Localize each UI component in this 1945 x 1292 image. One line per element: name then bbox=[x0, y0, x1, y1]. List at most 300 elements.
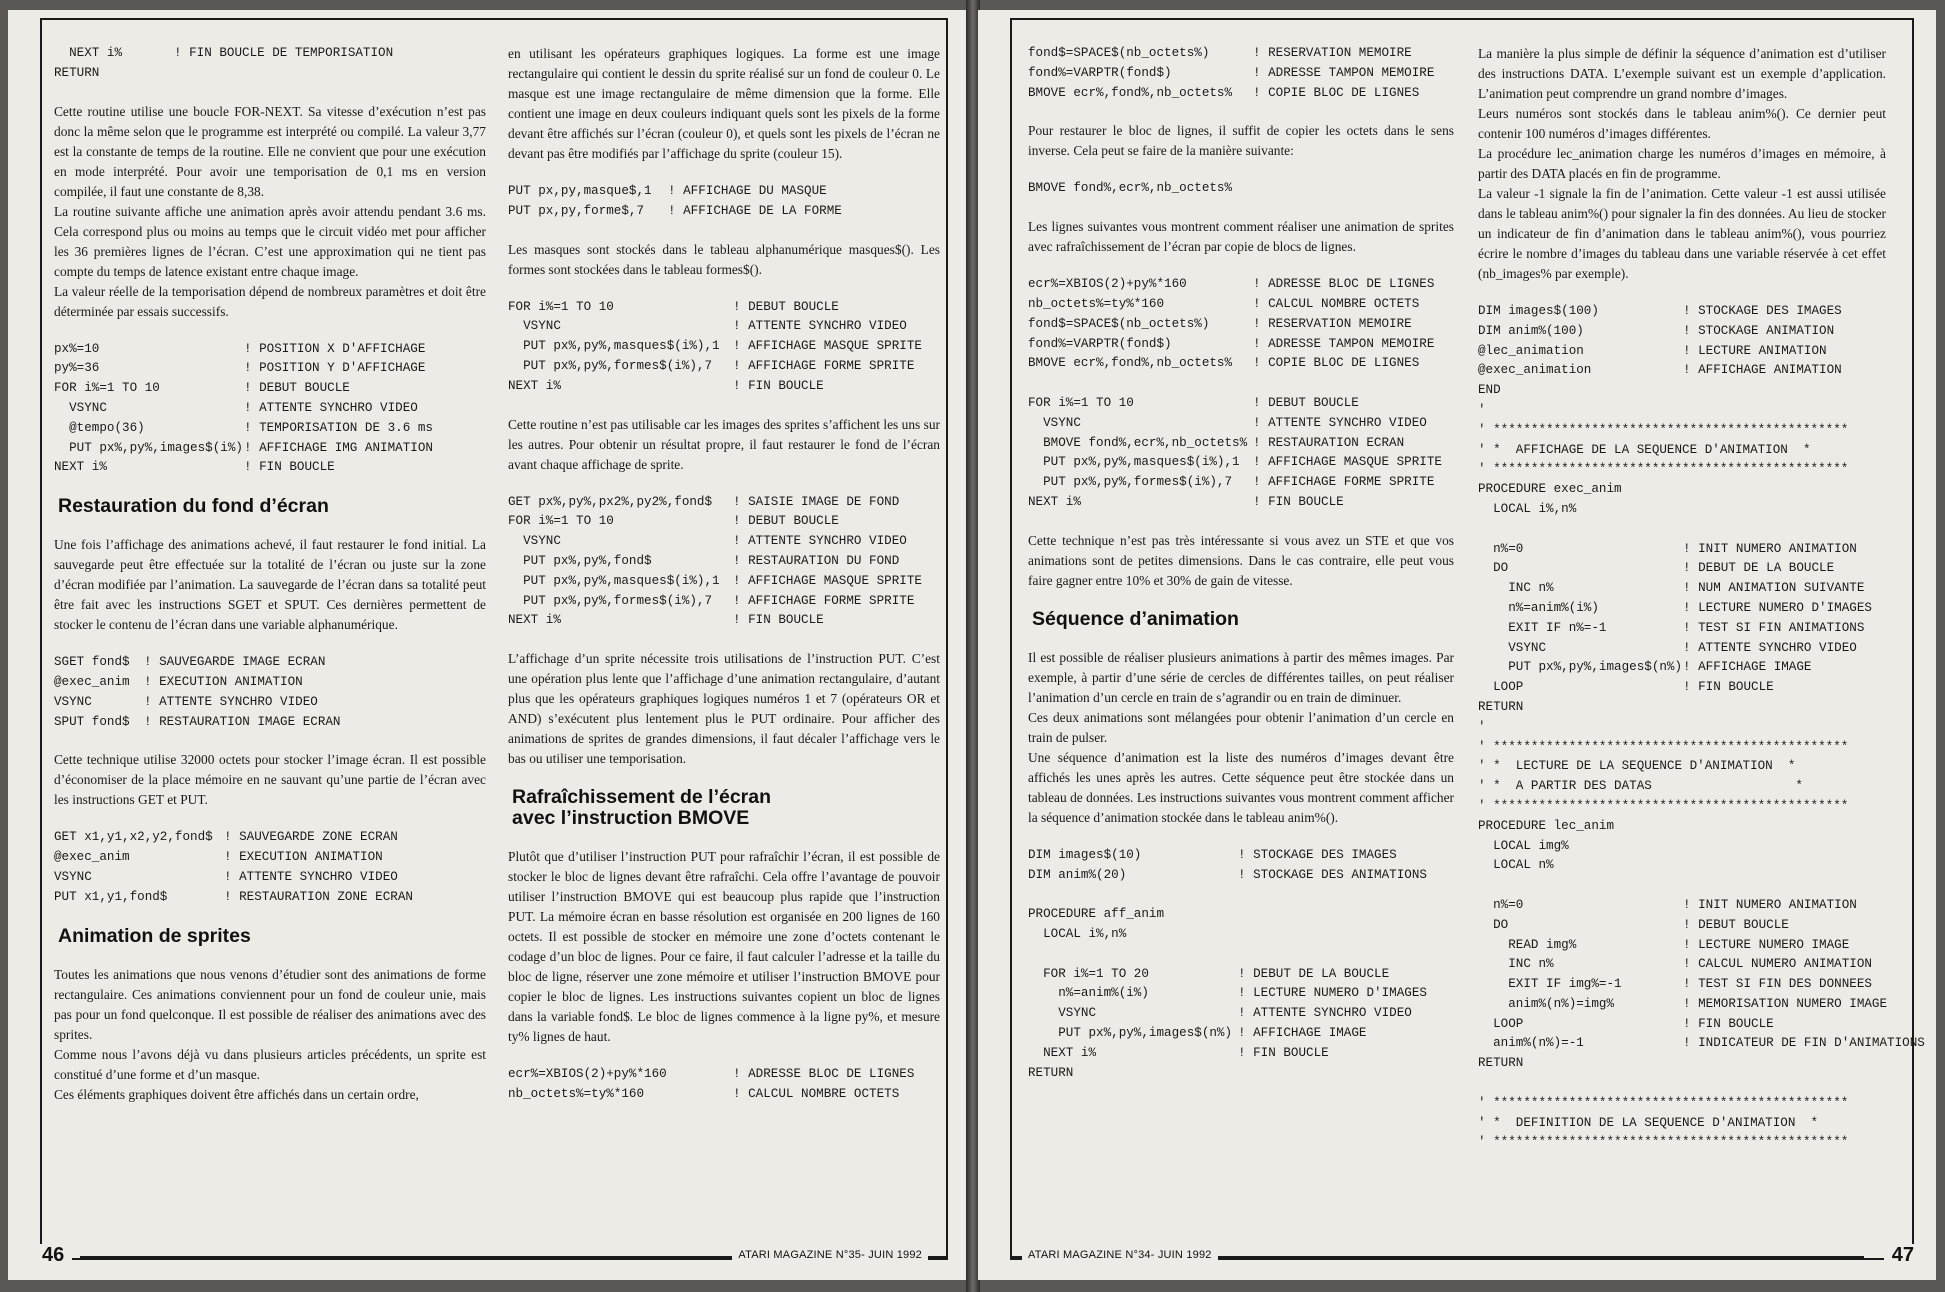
code-line bbox=[1028, 414, 1454, 434]
code-comment: ! RESERVATION MEMOIRE bbox=[1253, 46, 1412, 60]
code-line bbox=[1028, 925, 1454, 945]
code-line bbox=[1478, 995, 1886, 1015]
code-comment: ! AFFICHAGE ANIMATION bbox=[1683, 363, 1842, 378]
code-statement: PROCEDURE aff_anim bbox=[1028, 907, 1165, 922]
code-statement: px%=10 bbox=[54, 341, 100, 356]
code-line bbox=[54, 379, 486, 399]
code-line bbox=[1478, 619, 1886, 639]
code-comment: ! TEST SI FIN DES DONNEES bbox=[1683, 977, 1872, 992]
code-line bbox=[54, 419, 486, 439]
code-line bbox=[1028, 1044, 1454, 1064]
text-column bbox=[508, 44, 940, 1123]
code-statement: PUT px,py,forme$,7 bbox=[508, 203, 645, 218]
code-listing bbox=[1028, 44, 1454, 103]
code-comment: ! DEBUT DE LA BOUCLE bbox=[1238, 966, 1390, 981]
code-comment: ! INDICATEUR DE FIN D'ANIMATIONS bbox=[1683, 1036, 1925, 1051]
code-statement: PUT x1,y1,fond$ bbox=[54, 889, 168, 904]
code-line bbox=[1028, 434, 1454, 454]
code-statement: GET px%,py%,px2%,py2%,fond$ bbox=[508, 494, 713, 509]
code-comment: ! AFFICHAGE IMG ANIMATION bbox=[244, 440, 433, 455]
code-statement: BMOVE fond%,ecr%,nb_octets% bbox=[1028, 435, 1248, 450]
code-comment: ! FIN BOUCLE DE TEMPORISATION bbox=[174, 46, 394, 60]
code-comment: ! TEMPORISATION DE 3.6 ms bbox=[244, 420, 433, 435]
code-statement: PUT px,py,masque$,1 bbox=[508, 184, 652, 198]
code-comment: ! AFFICHAGE DE LA FORME bbox=[668, 203, 842, 218]
code-comment: ! EXECUTION ANIMATION bbox=[144, 674, 303, 689]
code-listing bbox=[1028, 846, 1454, 1084]
code-statement: VSYNC bbox=[1028, 1006, 1097, 1021]
code-comment: ! FIN BOUCLE bbox=[733, 378, 824, 393]
code-line bbox=[54, 458, 486, 478]
code-line bbox=[508, 298, 940, 318]
paragraph: Les lignes suivantes vous montrent comment réaliser une animation de sprites avec rafraîchissement de l’écran par copie de blocs de lignes. bbox=[1028, 219, 1454, 255]
code-statement: FOR i%=1 TO 20 bbox=[1028, 966, 1149, 981]
code-statement: LOCAL n% bbox=[1478, 858, 1554, 873]
code-statement: NEXT i% bbox=[508, 378, 561, 393]
code-comment: ! LECTURE NUMERO D'IMAGES bbox=[1238, 986, 1427, 1001]
code-comment: ! POSITION Y D'AFFICHAGE bbox=[244, 361, 426, 376]
code-comment: ! ATTENTE SYNCHRO VIDEO bbox=[733, 319, 907, 334]
code-statement: PUT px%,py%,images$(n%) bbox=[1028, 1025, 1233, 1040]
code-statement: NEXT i% bbox=[1028, 494, 1081, 509]
code-statement: LOCAL i%,n% bbox=[1028, 926, 1127, 941]
code-line bbox=[1028, 885, 1454, 905]
code-comment: ! FIN BOUCLE bbox=[1683, 680, 1774, 695]
code-listing bbox=[508, 182, 940, 222]
code-statement: fond%=VARPTR(fond$) bbox=[1028, 336, 1172, 351]
code-statement: DIM images$(100) bbox=[1478, 304, 1599, 318]
code-line bbox=[1478, 460, 1886, 480]
code-line bbox=[508, 532, 940, 552]
code-line bbox=[1478, 401, 1886, 421]
code-line bbox=[1478, 302, 1886, 322]
code-line bbox=[1028, 1004, 1454, 1024]
code-statement: ' * LECTURE DE LA SEQUENCE D'ANIMATION * bbox=[1478, 759, 1796, 774]
code-comment: ! DEBUT DE LA BOUCLE bbox=[1683, 561, 1835, 576]
code-statement: VSYNC bbox=[1028, 415, 1081, 430]
code-listing bbox=[54, 340, 486, 479]
code-statement: ' * DEFINITION DE LA SEQUENCE D'ANIMATION * bbox=[1478, 1115, 1819, 1130]
code-statement: FOR i%=1 TO 10 bbox=[54, 381, 160, 396]
code-statement: PUT px%,py%,masques$(i%),1 bbox=[508, 573, 720, 588]
code-comment: ! FIN BOUCLE bbox=[733, 613, 824, 628]
code-comment: ! STOCKAGE DES ANIMATIONS bbox=[1238, 867, 1427, 882]
code-line bbox=[1028, 453, 1454, 473]
code-statement: LOOP bbox=[1478, 1016, 1524, 1031]
code-comment: ! FIN BOUCLE bbox=[1238, 1045, 1329, 1060]
code-comment: ! INIT NUMERO ANIMATION bbox=[1683, 541, 1857, 556]
code-statement: VSYNC bbox=[508, 319, 561, 334]
code-line bbox=[508, 202, 940, 222]
code-comment: ! RESERVATION MEMOIRE bbox=[1253, 316, 1412, 331]
code-line bbox=[1478, 856, 1886, 876]
code-line bbox=[1028, 84, 1454, 104]
code-line bbox=[1478, 1094, 1886, 1114]
code-statement: fond%=VARPTR(fond$) bbox=[1028, 65, 1172, 80]
code-listing bbox=[54, 828, 486, 907]
code-statement: PUT px%,py%,formes$(i%),7 bbox=[1028, 475, 1233, 490]
code-line bbox=[1028, 473, 1454, 493]
paragraph: Une fois l’affichage des animations achevé, il faut restaurer le fond initial. La sauvegarde peut être effectuée sur la totalité de l’écran ou juste sur la zone d’écran modifiée par l’animation. La sauvegarde de l’écran dans sa totalité peut être fait avec les instructions SGET et SPUT. Ces dernières permettent de stocker le contenu de l’écran dans une variable alphanumérique. bbox=[54, 537, 486, 633]
code-comment: ! COPIE BLOC DE LIGNES bbox=[1253, 85, 1420, 100]
code-comment: ! RESTAURATION ZONE ECRAN bbox=[224, 889, 413, 904]
section-heading: Restauration du fond d’écran bbox=[58, 495, 329, 518]
code-comment: ! ADRESSE BLOC DE LIGNES bbox=[733, 1067, 915, 1082]
code-statement: ' bbox=[1478, 402, 1486, 417]
code-line bbox=[1028, 965, 1454, 985]
code-statement: NEXT i% bbox=[508, 613, 561, 628]
code-statement: INC n% bbox=[1478, 957, 1554, 972]
code-statement: ' *********************************************** bbox=[1478, 422, 1849, 437]
code-line bbox=[54, 64, 486, 84]
code-comment: ! CALCUL NUMERO ANIMATION bbox=[1683, 957, 1872, 972]
code-statement: @exec_anim bbox=[54, 674, 130, 689]
code-line bbox=[1028, 64, 1454, 84]
section-heading: Séquence d’animation bbox=[1032, 607, 1239, 630]
code-statement: NEXT i% bbox=[54, 460, 107, 475]
code-line bbox=[1478, 936, 1886, 956]
code-comment: ! RESTAURATION DU FOND bbox=[733, 553, 900, 568]
code-line bbox=[1028, 315, 1454, 335]
paragraph: Pour restaurer le bloc de lignes, il suffit de copier les octets dans le sens inverse. Cela peut se faire de la manière suivante: bbox=[1028, 123, 1454, 159]
code-line bbox=[1028, 1024, 1454, 1044]
code-comment: ! FIN BOUCLE bbox=[1683, 1016, 1774, 1031]
paragraph: Cette routine n’est pas utilisable car les images des sprites s’affichent les uns sur les autres. Pour obtenir un résultat propre, il faut restaurer le fond de l’écran avant chaque affichage de sprite. bbox=[508, 416, 940, 472]
code-line bbox=[1478, 916, 1886, 936]
code-comment: ! ADRESSE BLOC DE LIGNES bbox=[1253, 277, 1435, 292]
code-comment: ! ATTENTE SYNCHRO VIDEO bbox=[1683, 640, 1857, 655]
code-comment: ! DEBUT BOUCLE bbox=[1253, 395, 1359, 410]
code-comment: ! AFFICHAGE FORME SPRITE bbox=[733, 358, 915, 373]
code-line bbox=[54, 653, 486, 673]
code-line bbox=[508, 337, 940, 357]
code-line bbox=[1478, 876, 1886, 896]
code-statement: ' * AFFICHAGE DE LA SEQUENCE D'ANIMATION * bbox=[1478, 442, 1811, 457]
code-statement: fond$=SPACE$(nb_octets%) bbox=[1028, 46, 1210, 60]
code-statement: n%=0 bbox=[1478, 541, 1524, 556]
code-listing bbox=[508, 493, 940, 632]
code-line bbox=[1028, 374, 1454, 394]
code-line bbox=[1478, 1034, 1925, 1054]
code-statement: ' *********************************************** bbox=[1478, 1135, 1849, 1150]
code-line bbox=[1478, 1015, 1886, 1035]
code-comment: ! STOCKAGE DES IMAGES bbox=[1238, 847, 1397, 862]
code-statement: PUT px%,py%,formes$(i%),7 bbox=[508, 358, 713, 373]
code-line bbox=[1478, 361, 1886, 381]
code-statement: END bbox=[1478, 383, 1501, 398]
code-line bbox=[508, 572, 940, 592]
code-line bbox=[54, 359, 486, 379]
code-line bbox=[1478, 698, 1886, 718]
code-statement: SGET fond$ bbox=[54, 655, 130, 670]
page-number: 46 bbox=[34, 1244, 72, 1267]
code-statement: PUT px%,py%,formes$(i%),7 bbox=[508, 593, 713, 608]
code-comment: ! INIT NUMERO ANIMATION bbox=[1683, 897, 1857, 912]
code-comment: ! DEBUT BOUCLE bbox=[733, 299, 839, 314]
code-line bbox=[1478, 955, 1886, 975]
code-line bbox=[1478, 559, 1886, 579]
code-line bbox=[1478, 797, 1886, 817]
code-line bbox=[1028, 394, 1454, 414]
code-statement: ' *********************************************** bbox=[1478, 739, 1849, 754]
code-line bbox=[1478, 480, 1886, 500]
code-line bbox=[1478, 322, 1886, 342]
code-line bbox=[1478, 1074, 1886, 1094]
code-statement: RETURN bbox=[1028, 1065, 1074, 1080]
code-comment: ! AFFICHAGE IMAGE bbox=[1238, 1025, 1367, 1040]
code-statement: PUT px%,py%,masques$(i%),1 bbox=[508, 339, 720, 354]
code-statement: FOR i%=1 TO 10 bbox=[508, 299, 614, 314]
code-statement: VSYNC bbox=[54, 400, 107, 415]
code-line bbox=[1028, 275, 1454, 295]
code-line bbox=[508, 552, 940, 572]
code-statement: @lec_animation bbox=[1478, 343, 1584, 358]
code-line bbox=[1478, 896, 1886, 916]
code-line bbox=[1478, 579, 1886, 599]
paragraph: L’affichage d’un sprite nécessite trois utilisations de l’instruction PUT. C’est une opération plus lente que l’affichage d’une animation rectangulaire, d’autant plus que les opérateurs graphiques logiques numéros 1 et 7 (opérateurs OR et AND) s’exécutent plus lentement plus le PUT ordinaire. Pour afficher des animations de sprites de grandes dimensions, il faut décaler l’affichage vers le bas ou utiliser une temporisation. bbox=[508, 651, 940, 767]
code-comment: ! AFFICHAGE FORME SPRITE bbox=[1253, 475, 1435, 490]
code-line bbox=[508, 592, 940, 612]
code-comment: ! SAUVEGARDE ZONE ECRAN bbox=[224, 830, 398, 845]
code-line bbox=[1028, 44, 1454, 64]
code-statement: nb_octets%=ty%*160 bbox=[1028, 296, 1165, 311]
code-line bbox=[1478, 1054, 1886, 1074]
code-statement: @exec_anim bbox=[54, 850, 130, 865]
code-statement: n%=anim%(i%) bbox=[1478, 600, 1599, 615]
code-line bbox=[508, 1085, 940, 1105]
code-comment: ! DEBUT BOUCLE bbox=[733, 514, 839, 529]
code-line bbox=[1478, 738, 1886, 758]
code-line bbox=[508, 512, 940, 532]
text-column bbox=[1028, 44, 1454, 1101]
code-comment: ! ATTENTE SYNCHRO VIDEO bbox=[224, 869, 398, 884]
code-statement: GET x1,y1,x2,y2,fond$ bbox=[54, 830, 213, 845]
code-listing bbox=[1028, 275, 1454, 513]
code-statement: LOOP bbox=[1478, 680, 1524, 695]
code-statement: PUT px%,py%,images$(i%) bbox=[54, 440, 243, 455]
code-comment: ! ATTENTE SYNCHRO VIDEO bbox=[1253, 415, 1427, 430]
code-comment: ! ATTENTE SYNCHRO VIDEO bbox=[144, 694, 318, 709]
code-statement: @exec_animation bbox=[1478, 363, 1592, 378]
code-statement: VSYNC bbox=[508, 534, 561, 549]
code-line bbox=[1028, 295, 1454, 315]
code-statement: py%=36 bbox=[54, 361, 100, 376]
code-comment: ! CALCUL NOMBRE OCTETS bbox=[1253, 296, 1420, 311]
code-line bbox=[54, 828, 486, 848]
code-line bbox=[1478, 718, 1886, 738]
code-comment: ! EXECUTION ANIMATION bbox=[224, 850, 383, 865]
code-line bbox=[1478, 837, 1886, 857]
page-footer bbox=[1010, 1246, 1914, 1266]
page-footer bbox=[40, 1246, 948, 1266]
code-statement: BMOVE fond%,ecr%,nb_octets% bbox=[1028, 181, 1233, 196]
code-statement: VSYNC bbox=[54, 694, 92, 709]
code-line bbox=[1028, 1064, 1454, 1084]
code-line bbox=[508, 317, 940, 337]
code-listing bbox=[1028, 179, 1454, 199]
code-line bbox=[54, 44, 486, 64]
code-statement: PUT px%,py%,masques$(i%),1 bbox=[1028, 455, 1240, 470]
code-listing bbox=[508, 1065, 940, 1105]
code-line bbox=[508, 182, 940, 202]
code-line bbox=[1028, 846, 1454, 866]
code-comment: ! SAISIE IMAGE DE FOND bbox=[733, 494, 900, 509]
code-line bbox=[1478, 1114, 1886, 1134]
left-page bbox=[8, 10, 968, 1280]
code-comment: ! LECTURE NUMERO IMAGE bbox=[1683, 937, 1850, 952]
code-line bbox=[1478, 757, 1886, 777]
code-comment: ! LECTURE ANIMATION bbox=[1683, 343, 1827, 358]
code-comment: ! FIN BOUCLE bbox=[244, 460, 335, 475]
page-number: 47 bbox=[1884, 1244, 1922, 1267]
code-comment: ! CALCUL NOMBRE OCTETS bbox=[733, 1086, 900, 1101]
section-heading: Animation de sprites bbox=[58, 924, 251, 947]
code-statement: @tempo(36) bbox=[54, 420, 145, 435]
code-statement: ' *********************************************** bbox=[1478, 462, 1849, 477]
code-line bbox=[1478, 777, 1886, 797]
code-statement: VSYNC bbox=[54, 869, 92, 884]
code-statement: DIM anim%(20) bbox=[1028, 867, 1127, 882]
code-line bbox=[1478, 520, 1886, 540]
code-statement: n%=anim%(i%) bbox=[1028, 986, 1149, 1001]
code-comment: ! ADRESSE TAMPON MEMOIRE bbox=[1253, 65, 1435, 80]
code-statement: n%=0 bbox=[1478, 897, 1524, 912]
code-statement: ecr%=XBIOS(2)+py%*160 bbox=[508, 1067, 667, 1082]
code-statement: NEXT i% bbox=[54, 46, 123, 60]
code-line bbox=[1028, 354, 1454, 374]
code-statement: DO bbox=[1478, 917, 1509, 932]
code-statement: anim%(n%)=-1 bbox=[1478, 1036, 1584, 1051]
code-comment: ! AFFICHAGE DU MASQUE bbox=[668, 184, 827, 198]
paragraph: en utilisant les opérateurs graphiques logiques. La forme est une image rectangulaire qui contient le dessin du sprite réalisé sur un fond de couleur 0. Le masque est une image rectangulaire de même dimension que la forme. Elle contient une image en deux couleurs indiquant quels sont les pixels de la forme devant être affichés sur l’écran (couleur 0), et quels sont les pixels de l’écran ne devant pas être modifiés par l’affichage du sprite (couleur 15). bbox=[508, 46, 940, 161]
code-line bbox=[508, 611, 940, 631]
code-statement: ' *********************************************** bbox=[1478, 798, 1849, 813]
code-comment: ! MEMORISATION NUMERO IMAGE bbox=[1683, 996, 1888, 1011]
code-statement: VSYNC bbox=[1478, 640, 1547, 655]
paragraph: Il est possible de réaliser plusieurs animations à partir des mêmes images. Par exemple, à partir d’une série de cercles de différentes tailles, on peut réaliser l’animation d’un cercle en train de s’agrandir ou en train de diminuer. Ces deux animations sont mélangées pour obtenir l’animation d’un cercle en train de pulser. Une séquence d’animation est la liste des numéros d’images devant être affichés les unes après les autres. Cette séquence peut être stockée dans un tableau de données. Les instructions suivantes vous montrent comment afficher la séquence d’animation stockée dans le tableau anim%(). bbox=[1028, 649, 1454, 825]
code-line bbox=[54, 848, 486, 868]
code-statement: SPUT fond$ bbox=[54, 714, 130, 729]
code-comment: ! AFFICHAGE MASQUE SPRITE bbox=[733, 339, 922, 354]
code-statement: ' bbox=[1478, 719, 1486, 734]
code-line bbox=[1028, 335, 1454, 355]
code-line bbox=[1028, 866, 1454, 886]
code-comment: ! NUM ANIMATION SUIVANTE bbox=[1683, 581, 1865, 596]
code-line bbox=[508, 357, 940, 377]
code-line bbox=[1028, 945, 1454, 965]
code-line bbox=[1478, 500, 1886, 520]
code-statement: DIM anim%(100) bbox=[1478, 323, 1584, 338]
code-line bbox=[1478, 658, 1886, 678]
code-statement: READ img% bbox=[1478, 937, 1577, 952]
code-comment: ! RESTAURATION IMAGE ECRAN bbox=[144, 714, 341, 729]
code-line bbox=[1478, 441, 1886, 461]
code-comment: ! SAUVEGARDE IMAGE ECRAN bbox=[144, 655, 326, 670]
code-line bbox=[54, 713, 486, 733]
code-line bbox=[54, 888, 486, 908]
code-statement: FOR i%=1 TO 10 bbox=[508, 514, 614, 529]
code-statement: LOCAL i%,n% bbox=[1478, 501, 1577, 516]
code-comment: ! DEBUT BOUCLE bbox=[244, 381, 350, 396]
code-listing bbox=[54, 653, 486, 732]
code-statement: EXIT IF img%=-1 bbox=[1478, 977, 1622, 992]
text-column bbox=[1478, 44, 1925, 1171]
paragraph: Plutôt que d’utiliser l’instruction PUT pour rafraîchir l’écran, il est possible de stocker le bloc de lignes devant être rafraîchi. Cela offre l’avantage de pouvoir utiliser l’instruction BMOVE qui est beaucoup plus rapide que l’instruction PUT. La mémoire écran en basse résolution est organisée en 200 lignes de 160 octets. Il est possible de stocker en mémoire une zone d’octets contenant le codage d’un bloc de lignes. Pour ce faire, il faut calculer l’adresse et la taille du bloc de ligne, réserver une zone mémoire et utiliser l’instruction BMOVE pour copier le bloc de lignes. Les instructions suivantes copient un bloc de lignes dans la variable fond$. Le bloc de lignes commence à la ligne py%, et mesure ty% lignes de haut. bbox=[508, 849, 940, 1045]
code-listing bbox=[54, 44, 486, 84]
magazine-issue: ATARI MAGAZINE N°34- JUIN 1992 bbox=[1022, 1249, 1218, 1261]
code-statement: RETURN bbox=[1478, 699, 1524, 714]
code-line bbox=[1028, 493, 1454, 513]
code-line bbox=[54, 399, 486, 419]
code-line bbox=[1478, 599, 1886, 619]
code-comment: ! AFFICHAGE MASQUE SPRITE bbox=[1253, 455, 1442, 470]
code-line bbox=[508, 493, 940, 513]
code-line bbox=[1478, 342, 1886, 362]
code-statement: ' *********************************************** bbox=[1478, 1095, 1849, 1110]
code-line bbox=[508, 1065, 940, 1085]
code-statement: PROCEDURE lec_anim bbox=[1478, 818, 1615, 833]
code-statement: DIM images$(10) bbox=[1028, 847, 1142, 862]
code-statement: PUT px%,py%,fond$ bbox=[508, 553, 652, 568]
code-statement: DO bbox=[1478, 561, 1509, 576]
code-statement: fond$=SPACE$(nb_octets%) bbox=[1028, 316, 1210, 331]
code-line bbox=[1478, 421, 1886, 441]
code-statement: BMOVE ecr%,fond%,nb_octets% bbox=[1028, 85, 1233, 100]
code-comment: ! AFFICHAGE MASQUE SPRITE bbox=[733, 573, 922, 588]
code-statement: RETURN bbox=[54, 65, 100, 80]
code-comment: ! COPIE BLOC DE LIGNES bbox=[1253, 356, 1420, 371]
text-column bbox=[54, 44, 486, 1123]
paragraph: Les masques sont stockés dans le tableau alphanumérique masques$(). Les formes sont stockées dans le tableau formes$(). bbox=[508, 241, 940, 277]
code-statement: nb_octets%=ty%*160 bbox=[508, 1086, 645, 1101]
paragraph: Cette technique utilise 32000 octets pour stocker l’image écran. Il est possible d’économiser de la place mémoire en ne sauvant qu’une partie de l’écran avec les instructions GET et PUT. bbox=[54, 752, 486, 808]
code-comment: ! STOCKAGE ANIMATION bbox=[1683, 323, 1835, 338]
code-comment: ! ATTENTE SYNCHRO VIDEO bbox=[733, 534, 907, 549]
code-comment: ! ADRESSE TAMPON MEMOIRE bbox=[1253, 336, 1435, 351]
code-comment: ! TEST SI FIN ANIMATIONS bbox=[1683, 620, 1865, 635]
code-line bbox=[1478, 1133, 1886, 1153]
code-line bbox=[1478, 975, 1886, 995]
code-statement: BMOVE ecr%,fond%,nb_octets% bbox=[1028, 356, 1233, 371]
code-line bbox=[1028, 984, 1454, 1004]
code-line bbox=[54, 693, 486, 713]
code-statement: PUT px%,py%,images$(n%) bbox=[1478, 660, 1683, 675]
code-line bbox=[1028, 179, 1454, 199]
code-line bbox=[54, 340, 486, 360]
code-statement: PROCEDURE exec_anim bbox=[1478, 482, 1622, 497]
code-comment: ! ATTENTE SYNCHRO VIDEO bbox=[1238, 1006, 1412, 1021]
code-comment: ! FIN BOUCLE bbox=[1253, 494, 1344, 509]
code-statement: INC n% bbox=[1478, 581, 1554, 596]
code-comment: ! POSITION X D'AFFICHAGE bbox=[244, 341, 426, 356]
code-statement: RETURN bbox=[1478, 1056, 1524, 1071]
section-heading: Rafraîchissement de l’écran avec l’instruction BMOVE bbox=[512, 786, 772, 830]
code-comment: ! AFFICHAGE FORME SPRITE bbox=[733, 593, 915, 608]
right-page bbox=[978, 10, 1936, 1280]
code-comment: ! RESTAURATION ECRAN bbox=[1253, 435, 1405, 450]
code-comment: ! STOCKAGE DES IMAGES bbox=[1683, 304, 1842, 318]
paragraph: Cette technique n’est pas très intéressante si vous avez un STE et que vos animations sont de petites dimensions. Dans le cas contraire, elle peut vous faire gagner entre 10% et 30% de gain de vitesse. bbox=[1028, 532, 1454, 588]
paragraph: La manière la plus simple de définir la séquence d’animation est d’utiliser des instructions DATA. L’exemple suivant est un exemple d’application. L’animation peut comprendre un grand nombre d’images. Leurs numéros sont stockés dans le tableau anim%(). Ce dernier peut contenir 100 numéros d’images différentes. La procédure lec_animation charge les numéros d’images en mémoire, à partir des DATA placés en fin de programme. La valeur -1 signale la fin de l’animation. Cette valeur -1 est aussi utilisée dans le tableau anim%() pour signaler la fin des données. Au lieu de stocker un indicateur de fin d’animation dans le tableau anim%(), vous pourriez écrire le nombre d’images du tableau dans une variable réservée à cet effet (nb_images% par exemple). bbox=[1478, 46, 1886, 281]
code-listing bbox=[1478, 302, 1925, 1153]
code-statement: ' * A PARTIR DES DATAS * bbox=[1478, 779, 1803, 794]
code-comment: ! ATTENTE SYNCHRO VIDEO bbox=[244, 400, 418, 415]
code-comment: ! AFFICHAGE IMAGE bbox=[1683, 660, 1812, 675]
code-statement: anim%(n%)=img% bbox=[1478, 996, 1615, 1011]
code-statement: LOCAL img% bbox=[1478, 838, 1569, 853]
code-line bbox=[1478, 678, 1886, 698]
code-comment: ! DEBUT BOUCLE bbox=[1683, 917, 1789, 932]
